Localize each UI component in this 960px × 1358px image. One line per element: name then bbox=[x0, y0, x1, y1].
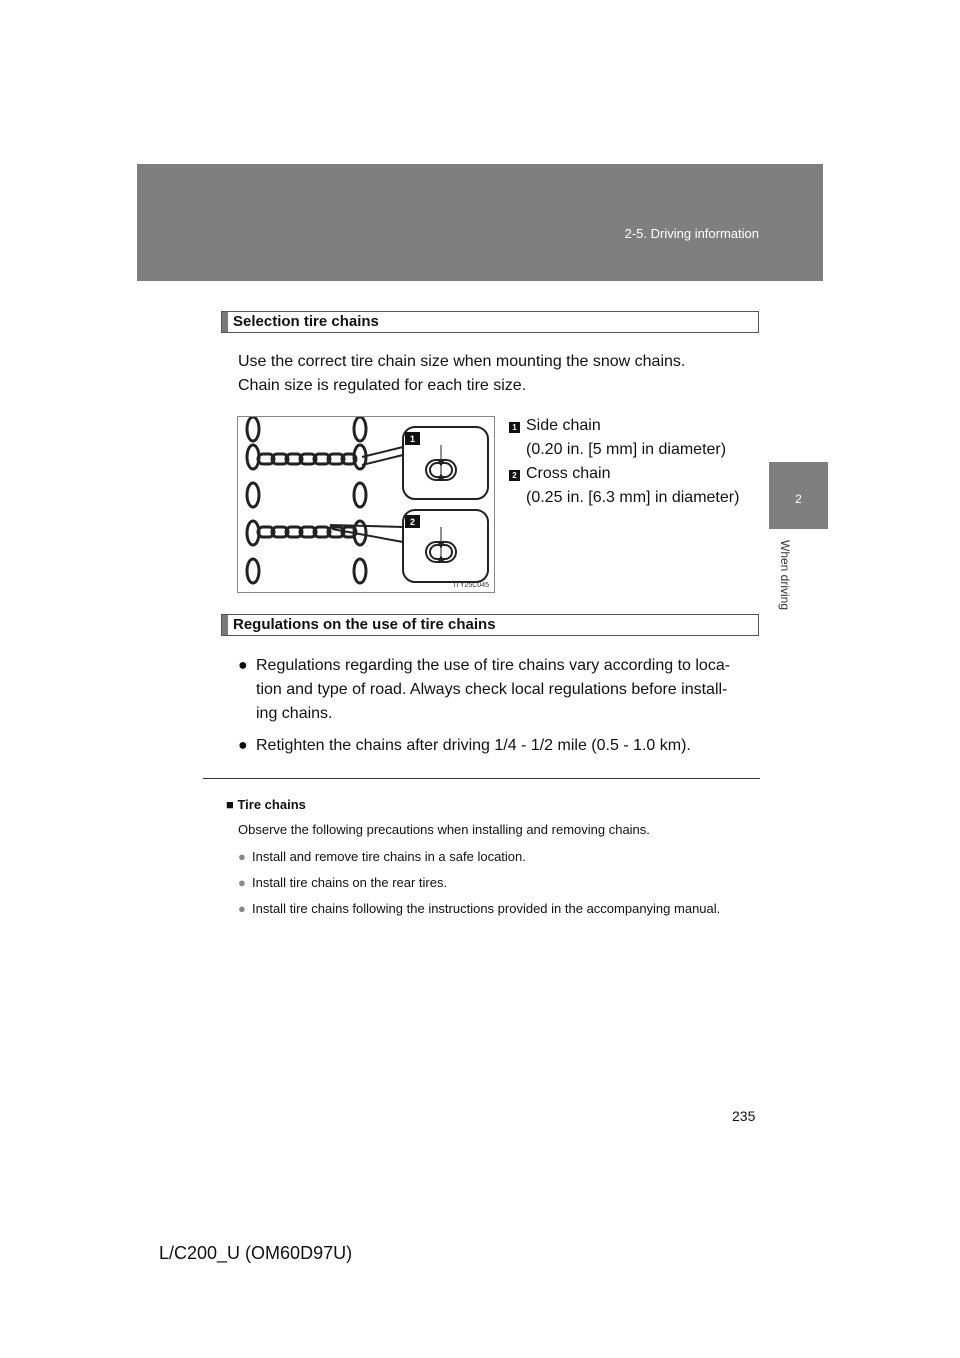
section-heading-selection bbox=[221, 311, 759, 333]
note-bullet-symbol: ● bbox=[238, 901, 246, 916]
note-item: Install and remove tire chains in a safe location. bbox=[252, 849, 526, 864]
note-bullet-symbol: ● bbox=[238, 875, 246, 890]
intro-line-2: Chain size is regulated for each tire size. bbox=[238, 377, 527, 394]
bullet-symbol: ● bbox=[238, 737, 248, 754]
note-item: Install tire chains on the rear tires. bbox=[252, 875, 448, 890]
legend-side-chain-name: Side chain bbox=[526, 417, 601, 434]
page-number: 235 bbox=[732, 1108, 756, 1124]
document-code: L/C200_U (OM60D97U) bbox=[159, 1243, 353, 1263]
bullet-line: Retighten the chains after driving 1/4 - 1/2 mile (0.5 - 1.0 km). bbox=[256, 737, 691, 754]
divider-rule bbox=[203, 778, 760, 779]
header-band bbox=[137, 164, 823, 281]
chapter-tab bbox=[769, 462, 828, 529]
note-bullet-symbol: ● bbox=[238, 849, 246, 864]
heading-text: Regulations on the use of tire chains bbox=[233, 616, 496, 633]
chain-illustration bbox=[238, 417, 494, 592]
legend-cross-chain-spec: (0.25 in. [6.3 mm] in diameter) bbox=[526, 489, 740, 506]
bullet-line: Regulations regarding the use of tire chains vary according to loca- bbox=[256, 657, 731, 674]
tire-chain-figure bbox=[237, 416, 495, 593]
chapter-number: 2 bbox=[795, 492, 802, 506]
heading-text: Selection tire chains bbox=[233, 313, 379, 330]
bullet-line: tion and type of road. Always check local regulations before install- bbox=[256, 681, 728, 698]
section-title: 2-5. Driving information bbox=[624, 226, 759, 241]
legend-number-1: 1 bbox=[509, 422, 520, 433]
bullet-symbol: ● bbox=[238, 657, 248, 674]
heading-marker bbox=[222, 615, 228, 635]
section-heading-regulations bbox=[221, 614, 759, 636]
legend-number-2: 2 bbox=[509, 470, 520, 481]
legend-side-chain-spec: (0.20 in. [5 mm] in diameter) bbox=[526, 441, 727, 458]
note-intro: Observe the following precautions when installing and removing chains. bbox=[238, 822, 650, 837]
note-title: ■ Tire chains bbox=[226, 797, 306, 812]
legend-cross-chain-name: Cross chain bbox=[526, 465, 611, 482]
heading-marker bbox=[222, 312, 228, 332]
chapter-label: When driving bbox=[778, 540, 792, 611]
figure-code: ITY25C045 bbox=[453, 582, 489, 589]
note-item: Install tire chains following the instructions provided in the accompanying manual. bbox=[252, 901, 721, 916]
callout-1-label: 1 bbox=[409, 434, 416, 444]
intro-line-1: Use the correct tire chain size when mounting the snow chains. bbox=[238, 353, 686, 370]
callout-2-label: 2 bbox=[409, 517, 416, 527]
bullet-line: ing chains. bbox=[256, 705, 333, 722]
